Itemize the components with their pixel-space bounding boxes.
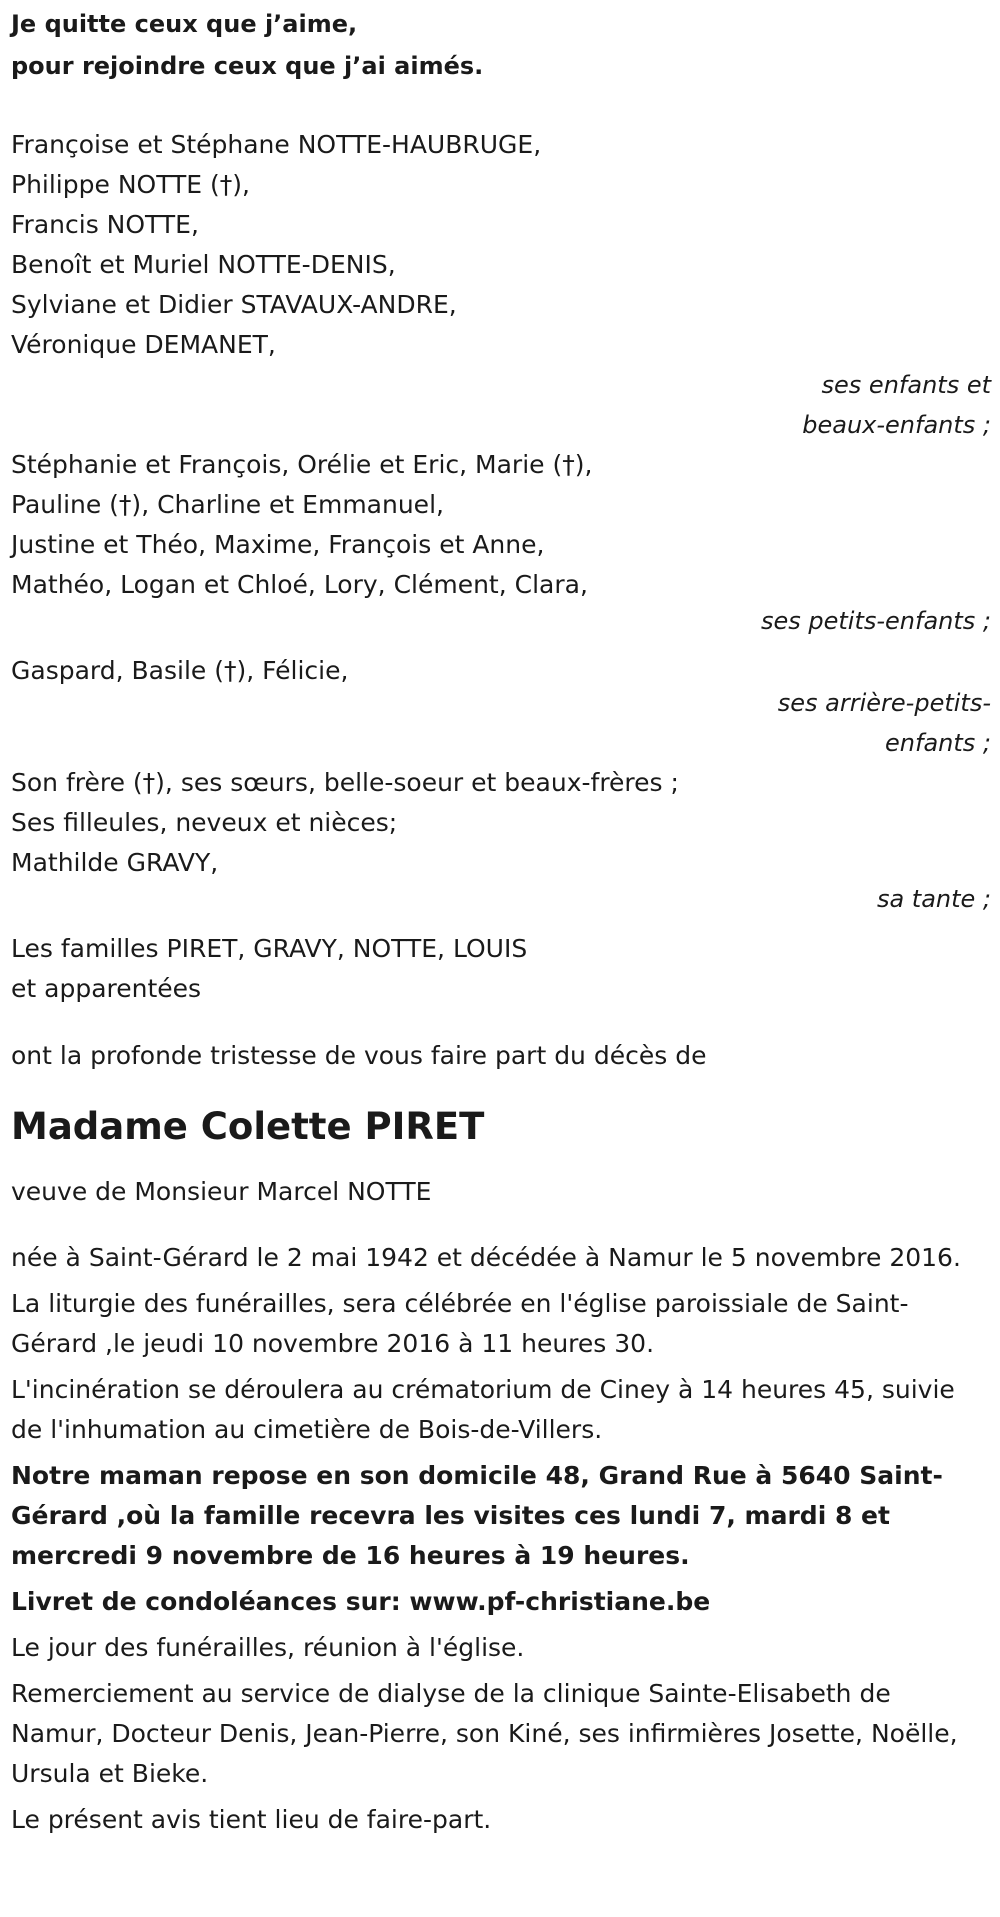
birth-death-paragraph: née à Saint-Gérard le 2 mai 1942 et décédée à Namur le 5 novembre 2016.	[11, 1243, 961, 1272]
great-grandchildren-block	[11, 651, 991, 763]
grandchildren-line: Justine et Théo, Maxime, François et Anne,	[11, 530, 545, 559]
children-line: Francis NOTTE,	[11, 210, 199, 239]
children-block	[11, 125, 991, 445]
spacer	[11, 86, 988, 125]
grandchildren-line: Stéphanie et François, Orélie et Eric, Marie (†),	[11, 450, 593, 479]
thanks-paragraph: Remerciement au service de dialyse de la clinique Sainte-Elisabeth de Namur, Docteur Denis, Jean-Pierre, son Kiné, ses infirmières Josette, Noëlle, Ursula et Bieke.	[11, 1679, 958, 1788]
spacer	[11, 1152, 988, 1172]
great-grandchildren-relation: ses arrière-petits-	[777, 689, 991, 717]
children-relation: ses enfants et	[821, 371, 991, 399]
great-grandchildren-relation-cont: enfants ;	[885, 729, 991, 757]
widow-of: veuve de Monsieur Marcel NOTTE	[11, 1177, 432, 1206]
liturgy-paragraph: La liturgie des funérailles, sera célébrée en l'église paroissiale de Saint-Gérard ,le jeudi 10 novembre 2016 à 11 heures 30.	[11, 1289, 909, 1358]
notice-paragraph: Le présent avis tient lieu de faire-part.	[11, 1805, 492, 1834]
siblings-line: Son frère (†), ses sœurs, belle-soeur et beaux-frères ;	[11, 768, 679, 797]
siblings-relation: sa tante ;	[876, 885, 991, 913]
children-line: Sylviane et Didier STAVAUX-ANDRE,	[11, 290, 457, 319]
motto-line-2: pour rejoindre ceux que j’ai aimés.	[11, 52, 484, 80]
children-line: Benoît et Muriel NOTTE-DENIS,	[11, 250, 396, 279]
motto-line-1: Je quitte ceux que j’aime,	[11, 10, 358, 38]
spacer	[11, 1082, 988, 1102]
condolences-paragraph: Livret de condoléances sur: www.pf-christiane.be	[11, 1587, 711, 1616]
children-line: Véronique DEMANET,	[11, 330, 276, 359]
siblings-line: Mathilde GRAVY,	[11, 848, 219, 877]
families-block	[11, 929, 988, 1009]
spacer	[11, 1218, 988, 1238]
grandchildren-relation: ses petits-enfants ;	[760, 607, 991, 635]
spacer	[11, 1009, 988, 1036]
families-line-2: et apparentées	[11, 974, 202, 1003]
children-line: Françoise et Stéphane NOTTE-HAUBRUGE,	[11, 130, 542, 159]
grandchildren-line: Mathéo, Logan et Chloé, Lory, Clément, Clara,	[11, 570, 588, 599]
children-line: Philippe NOTTE (†),	[11, 170, 251, 199]
great-grandchildren-line: Gaspard, Basile (†), Félicie,	[11, 656, 349, 685]
visits-paragraph: Notre maman repose en son domicile 48, Grand Rue à 5640 Saint-Gérard ,où la famille recevra les visites ces lundi 7, mardi 8 et mercredi 9 novembre de 16 heures à 19 heures.	[11, 1461, 943, 1570]
deceased-name: Madame Colette PIRET	[11, 1105, 485, 1148]
siblings-block	[11, 763, 991, 915]
grandchildren-line: Pauline (†), Charline et Emmanuel,	[11, 490, 444, 519]
announcement: ont la profonde tristesse de vous faire part du décès de	[11, 1041, 707, 1070]
siblings-line: Ses filleules, neveux et nièces;	[11, 808, 398, 837]
grandchildren-block	[11, 445, 991, 637]
meeting-paragraph: Le jour des funérailles, réunion à l'église.	[11, 1633, 525, 1662]
cremation-paragraph: L'incinération se déroulera au crématorium de Ciney à 14 heures 45, suivie de l'inhumation au cimetière de Bois-de-Villers.	[11, 1375, 955, 1444]
families-line-1: Les familles PIRET, GRAVY, NOTTE, LOUIS	[11, 934, 528, 963]
children-relation-cont: beaux-enfants ;	[802, 411, 991, 439]
